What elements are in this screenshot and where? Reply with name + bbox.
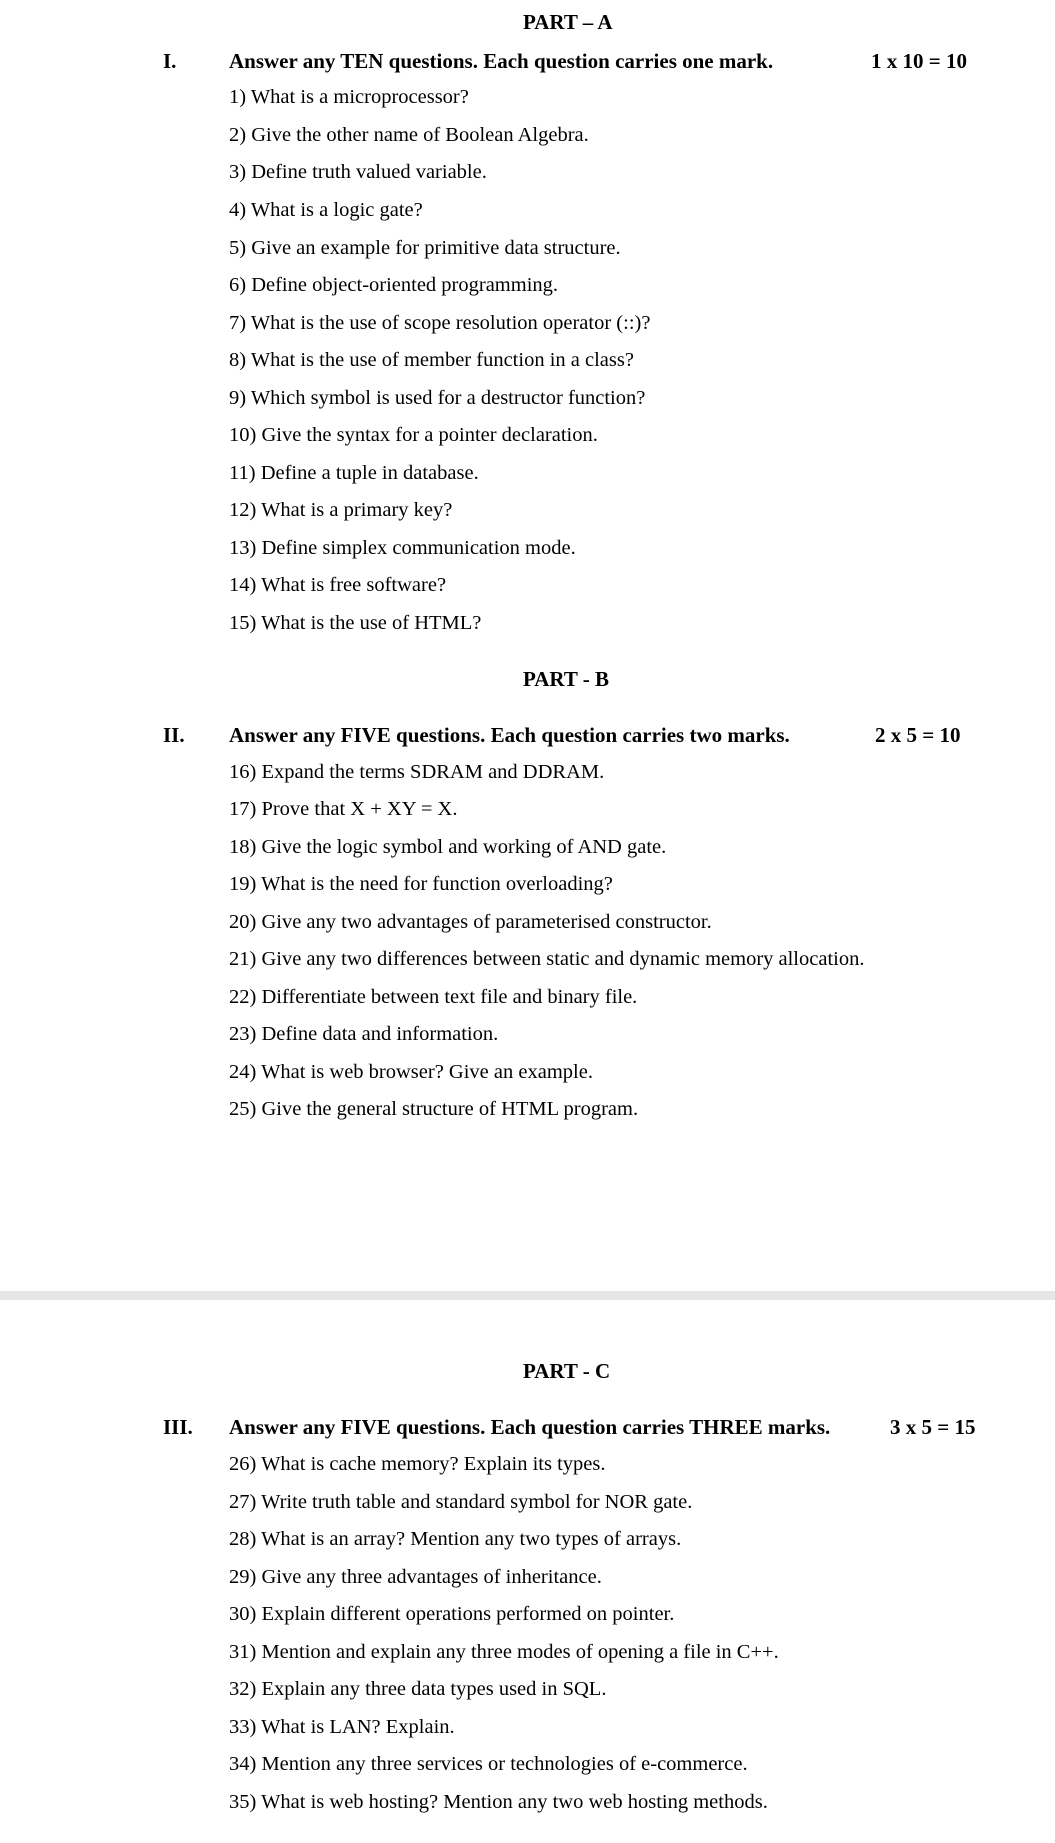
question: 27) Write truth table and standard symbol for NOR gate. xyxy=(229,1491,693,1513)
question: 25) Give the general structure of HTML program. xyxy=(229,1098,639,1120)
question: 3) Define truth valued variable. xyxy=(229,161,487,183)
question: 13) Define simplex communication mode. xyxy=(229,537,576,559)
question: 18) Give the logic symbol and working of AND gate. xyxy=(229,836,667,858)
question: 15) What is the use of HTML? xyxy=(229,612,482,634)
question: 5) Give an example for primitive data structure. xyxy=(229,237,621,259)
question: 10) Give the syntax for a pointer declaration. xyxy=(229,424,598,446)
question: 24) What is web browser? Give an example. xyxy=(229,1061,593,1083)
question: 14) What is free software? xyxy=(229,574,447,596)
question: 8) What is the use of member function in a class? xyxy=(229,349,634,371)
question: 28) What is an array? Mention any two types of arrays. xyxy=(229,1528,682,1550)
page-divider xyxy=(0,1291,1055,1300)
question: 20) Give any two advantages of parameterised constructor. xyxy=(229,911,712,933)
part-c-marks: 3 x 5 = 15 xyxy=(890,1415,976,1439)
question: 19) What is the need for function overloading? xyxy=(229,873,613,895)
question: 29) Give any three advantages of inheritance. xyxy=(229,1566,602,1588)
question: 33) What is LAN? Explain. xyxy=(229,1716,455,1738)
part-b-title: PART - B xyxy=(523,667,609,691)
question: 2) Give the other name of Boolean Algebra. xyxy=(229,124,589,146)
question: 26) What is cache memory? Explain its types. xyxy=(229,1453,606,1475)
question: 35) What is web hosting? Mention any two web hosting methods. xyxy=(229,1791,768,1813)
part-c-roman: III. xyxy=(163,1415,193,1439)
part-c-instruction: Answer any FIVE questions. Each question carries THREE marks. xyxy=(229,1415,831,1439)
part-a-title: PART – A xyxy=(523,10,613,34)
question: 6) Define object-oriented programming. xyxy=(229,274,559,296)
part-b-marks: 2 x 5 = 10 xyxy=(875,723,961,747)
question: 4) What is a logic gate? xyxy=(229,199,423,221)
question: 34) Mention any three services or technologies of e-commerce. xyxy=(229,1753,748,1775)
question: 7) What is the use of scope resolution operator (::)? xyxy=(229,312,651,334)
question: 30) Explain different operations performed on pointer. xyxy=(229,1603,675,1625)
question: 31) Mention and explain any three modes of opening a file in C++. xyxy=(229,1641,779,1663)
part-a-roman: I. xyxy=(163,49,177,73)
part-b-roman: II. xyxy=(163,723,185,747)
question: 17) Prove that X + XY = X. xyxy=(229,798,458,820)
question: 22) Differentiate between text file and binary file. xyxy=(229,986,638,1008)
question: 21) Give any two differences between static and dynamic memory allocation. xyxy=(229,948,865,970)
part-b-instruction: Answer any FIVE questions. Each question carries two marks. xyxy=(229,723,790,747)
part-a-instruction: Answer any TEN questions. Each question carries one mark. xyxy=(229,49,774,73)
question: 16) Expand the terms SDRAM and DDRAM. xyxy=(229,761,605,783)
question: 1) What is a microprocessor? xyxy=(229,86,469,108)
question: 12) What is a primary key? xyxy=(229,499,453,521)
part-a-marks: 1 x 10 = 10 xyxy=(871,49,967,73)
question: 11) Define a tuple in database. xyxy=(229,462,479,484)
question: 23) Define data and information. xyxy=(229,1023,499,1045)
part-c-title: PART - C xyxy=(523,1359,611,1383)
question: 32) Explain any three data types used in SQL. xyxy=(229,1678,607,1700)
question: 9) Which symbol is used for a destructor function? xyxy=(229,387,646,409)
